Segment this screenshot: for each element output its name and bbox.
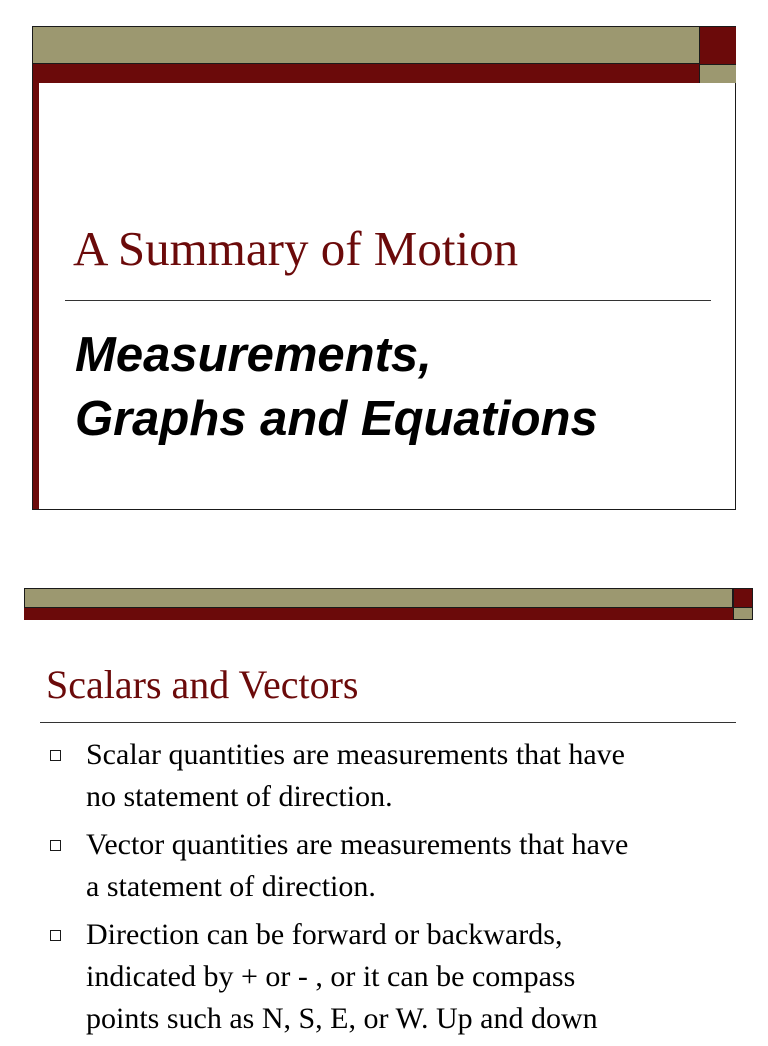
slide-subtitle: [75, 323, 598, 451]
subtitle-line-2: Graphs and Equations: [75, 392, 598, 446]
bullet-line: Direction can be forward or backwards,: [86, 918, 563, 951]
left-accent-bar: [33, 83, 39, 509]
bullet-text: [86, 734, 734, 818]
header-olive-band: [33, 27, 699, 64]
heading-divider: [40, 722, 736, 723]
bullet-text: [86, 824, 734, 908]
header-maroon-band: [24, 608, 733, 620]
content-slide: [24, 588, 754, 1035]
square-bullet-icon: [50, 750, 61, 761]
header-corner-maroon-square: [699, 27, 736, 64]
square-bullet-icon: [50, 930, 61, 941]
bullet-list: [24, 734, 754, 1046]
slide-title: A Summary of Motion: [73, 221, 519, 276]
bullet-item: [24, 734, 754, 818]
square-bullet-icon: [50, 840, 61, 851]
slide-heading: Scalars and Vectors: [46, 662, 359, 707]
bullet-text: [86, 914, 734, 1040]
bullet-line: points such as N, S, E, or W. Up and down: [86, 1002, 598, 1035]
header-maroon-band: [33, 64, 699, 83]
header-corner-olive-square: [733, 608, 753, 620]
bullet-line: a statement of direction.: [86, 870, 376, 903]
bullet-line: Scalar quantities are measurements that have: [86, 738, 625, 771]
header-corner-olive-square: [699, 64, 736, 83]
bullet-line: no statement of direction.: [86, 780, 393, 813]
header-corner-maroon-square: [733, 588, 753, 608]
subtitle-line-1: Measurements,: [75, 328, 432, 382]
title-divider: [65, 300, 711, 301]
bullet-line: Vector quantities are measurements that have: [86, 828, 629, 861]
bullet-item: [24, 914, 754, 1040]
bullet-item: [24, 824, 754, 908]
title-slide: [32, 26, 736, 510]
bullet-line: indicated by + or - , or it can be compass: [86, 960, 576, 993]
header-olive-band: [24, 588, 733, 608]
